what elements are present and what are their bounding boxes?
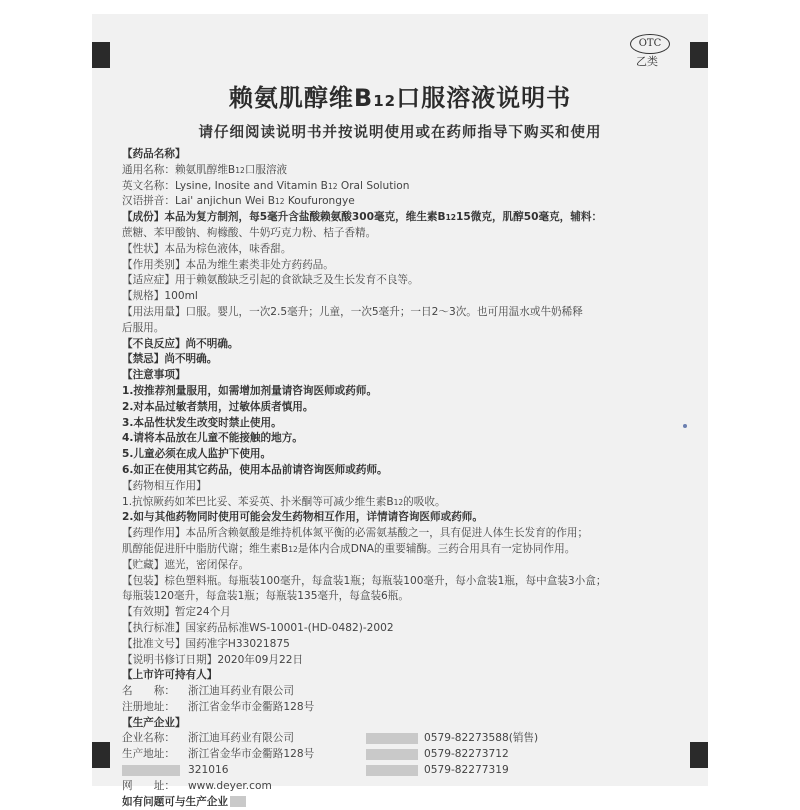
otc-badge: OTC: [630, 34, 670, 54]
registration-mark-top-right: [690, 42, 708, 68]
redacted-block: [122, 765, 180, 776]
subscript: 12: [393, 497, 404, 507]
document-subtitle: 请仔细阅读说明书并按说明使用或在药师指导下购买和使用: [198, 125, 602, 141]
section-contraindications: 【禁忌】尚不明确。: [122, 353, 218, 366]
interaction-item: [122, 495, 702, 511]
value: 浙江迪耳药业有限公司: [188, 685, 294, 698]
section-dosage: 【用法用量】口服。婴儿，一次2.5毫升；儿童，一次5毫升；一日2～3次。也可用温水或牛奶稀释: [122, 305, 583, 318]
text: 的吸收。: [403, 495, 446, 508]
precaution-item: 2.对本品过敏者禁用，过敏体质者慎用。: [122, 400, 314, 413]
registration-mark-bottom-left: [92, 742, 110, 768]
precaution-item: 5.儿童必须在成人监护下使用。: [122, 448, 272, 461]
otc-class-label: 乙类: [636, 55, 658, 68]
section-adverse-reactions: 【不良反应】尚不明确。: [122, 337, 239, 350]
section-interactions: 【药物相互作用】: [122, 479, 207, 492]
title-subscript: 12: [373, 92, 397, 110]
title-text: 赖氨肌醇维B: [228, 84, 374, 112]
contact-note: [122, 795, 702, 810]
subscript: 12: [235, 165, 245, 175]
pinyin-name: [122, 194, 702, 210]
section-category: 【作用类别】本品为维生素类非处方药药品。: [122, 258, 334, 271]
section-indications: 【适应症】用于赖氨酸缺乏引起的食欲缺乏及生长发育不良等。: [122, 274, 419, 287]
text: 15微克，肌醇50毫克，辅料：: [456, 211, 603, 224]
label: 注册地址：: [122, 700, 175, 713]
value: 浙江省金华市金衢路128号: [188, 748, 315, 761]
section-license-holder: 【上市许可持有人】: [122, 669, 218, 682]
subscript: 12: [327, 181, 338, 191]
generic-name: [122, 163, 702, 179]
packaging-continued: 每瓶装120毫升，每盒装1瓶；每瓶装135毫升，每盒装6瓶。: [122, 590, 409, 603]
section-manufacturer: 【生产企业】: [122, 716, 186, 729]
subscript: 12: [288, 544, 298, 554]
subscript: 12: [274, 197, 285, 207]
text: 英文名称：Lysine, Inosite and Vitamin B: [122, 179, 328, 192]
value: 浙江迪耳药业有限公司: [188, 732, 294, 745]
redacted-block: [230, 796, 246, 807]
section-storage: 【贮藏】遮光，密闭保存。: [122, 558, 250, 571]
precaution-item: 6.如正在使用其它药品，使用本品前请咨询医师或药师。: [122, 463, 388, 476]
leaflet-body: [122, 147, 702, 810]
value: 321016: [188, 764, 229, 777]
text: 【成份】本品为复方制剂，每5毫升含盐酸赖氨酸300毫克，维生素B: [122, 211, 446, 224]
value: 浙江省金华市金衢路128号: [188, 700, 315, 713]
section-precautions: 【注意事项】: [122, 369, 186, 382]
holder-name: [122, 684, 702, 700]
text: 如有问题可与生产企业: [122, 795, 228, 808]
phone: 0579-82273588(销售): [424, 732, 539, 745]
section-packaging: 【包装】棕色塑料瓶。每瓶装100毫升，每盒装1瓶；每瓶装100毫升，每小盒装1瓶，每中盒装3小盒；: [122, 574, 607, 587]
text: 1.抗惊厥药如苯巴比妥、苯妥英、扑米酮等可减少维生素B: [122, 495, 394, 508]
section-specification: 【规格】100ml: [122, 290, 198, 303]
label: 企业名称：: [122, 732, 175, 745]
title-text-end: 口服溶液说明书: [396, 84, 572, 112]
text: 肌醇能促进肝中脂肪代谢；维生素B: [122, 542, 289, 555]
text: 汉语拼音：Lai' anjichun Wei B: [122, 195, 275, 208]
text: Koufurongye: [284, 195, 355, 208]
label: 网 址：: [122, 779, 175, 792]
label: 名 称：: [122, 685, 175, 698]
section-approval-number: 【批准文号】国药准字H33021875: [122, 637, 290, 650]
registration-mark-top-left: [92, 42, 110, 68]
section-pharmacology: 【药理作用】本品所含赖氨酸是维持机体氮平衡的必需氨基酸之一，具有促进人体生长发育的作用；: [122, 527, 589, 540]
phone: 0579-82273712: [424, 748, 509, 761]
phone: 0579-82277319: [424, 764, 509, 777]
precaution-item: 4.请将本品放在儿童不能接触的地方。: [122, 432, 303, 445]
subscript: 12: [445, 213, 457, 223]
manufacturer-website: [122, 779, 702, 795]
text: 口服溶液: [244, 163, 288, 176]
text: 是体内合成DNA的重要辅酶。三药合用具有一定协同作用。: [297, 542, 576, 555]
interaction-item: 2.如与其他药物同时使用可能会发生药物相互作用，详情请咨询医师或药师。: [122, 511, 483, 524]
value: www.deyer.com: [188, 779, 272, 792]
precaution-item: 3.本品性状发生改变时禁止使用。: [122, 416, 282, 429]
section-drug-name: 【药品名称】: [122, 148, 186, 160]
english-name: [122, 179, 702, 195]
manufacturer-name: [122, 731, 702, 747]
manufacturer-postcode: [122, 763, 702, 779]
holder-address: [122, 700, 702, 716]
redacted-block: [366, 749, 418, 760]
section-revision-date: 【说明书修订日期】2020年09月22日: [122, 653, 304, 666]
section-appearance: 【性状】本品为棕色液体，味香甜。: [122, 242, 292, 255]
section-standard: 【执行标准】国家药品标准WS-10001-(HD-0482)-2002: [122, 621, 394, 634]
dosage-continued: 后服用。: [122, 321, 165, 334]
manufacturer-address: [122, 747, 702, 763]
text: 通用名称：赖氨肌醇维B: [122, 163, 236, 176]
section-ingredients: [122, 210, 702, 226]
section-expiry: 【有效期】暂定24个月: [122, 606, 231, 619]
ingredients-continued: 蔗糖、苯甲酸钠、枸橼酸、牛奶巧克力粉、桔子香精。: [122, 226, 377, 239]
ink-dot: [683, 424, 687, 428]
text: Oral Solution: [337, 179, 410, 192]
redacted-block: [366, 733, 418, 744]
redacted-block: [366, 765, 418, 776]
pharmacology-continued: [122, 542, 702, 558]
precaution-item: 1.按推荐剂量服用，如需增加剂量请咨询医师或药师。: [122, 384, 378, 397]
label: 生产地址：: [122, 748, 175, 761]
document-title: [0, 78, 800, 113]
